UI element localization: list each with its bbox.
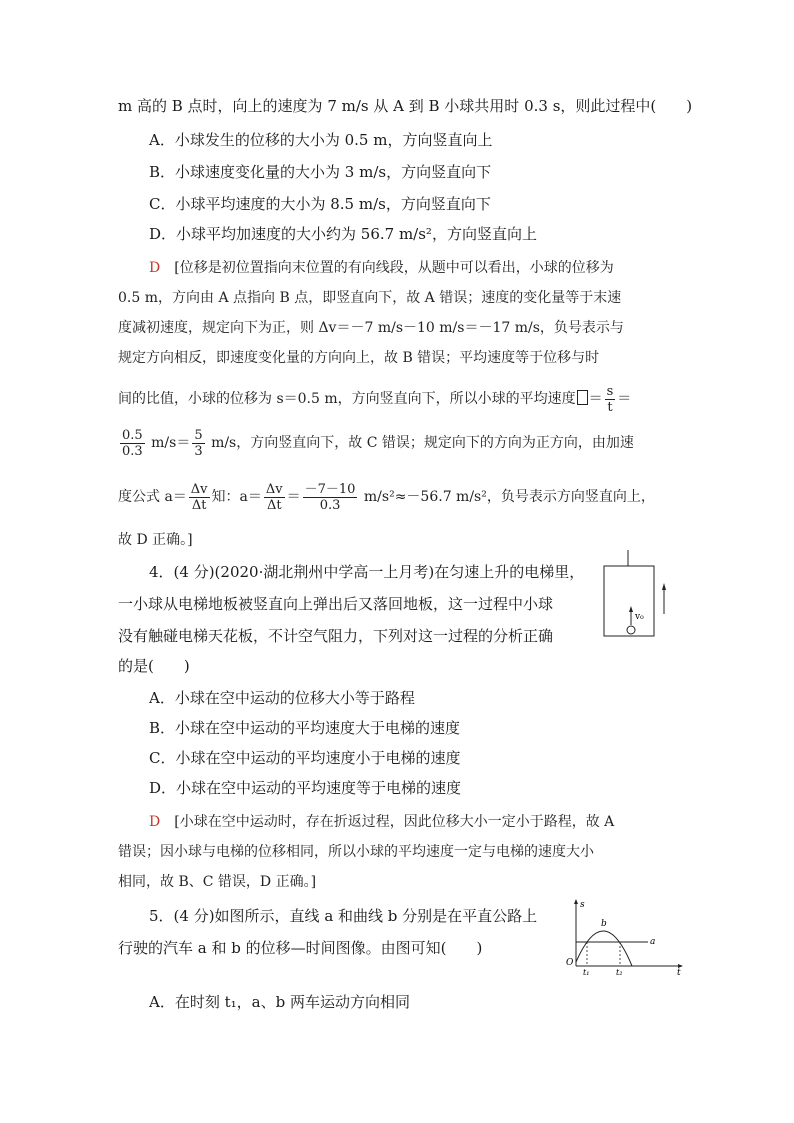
q3-explanation-line-6: [118, 426, 634, 460]
t-axis-label: t: [677, 968, 681, 976]
t2-tick-label: t₂: [616, 968, 623, 976]
curve-b-label: b: [601, 919, 607, 929]
q3-explanation-line-2: 0.5 m，方向由 A 点指向 B 点，即竖直向下，故 A 错误；速度的变化量等于末速: [118, 290, 622, 306]
q4-explanation-line-1: [149, 812, 614, 832]
frac-numerator: －7－10: [304, 481, 356, 497]
q3-option-a: A．小球发生的位移的大小为 0.5 m，方向竖直向上: [149, 131, 493, 149]
q5-stem-line-2: 行驶的汽车 a 和 b 的位移—时间图像。由图可知( ): [118, 939, 483, 957]
frac-denominator: 0.3: [319, 497, 341, 513]
q3-explanation-line-3: 度减初速度，规定向下为正，则 Δv＝－7 m/s－10 m/s＝－17 m/s，负号表示与: [118, 320, 624, 336]
q3-exp5-end: ＝: [617, 391, 632, 407]
q3-explanation-line-8: 故 D 正确。]: [118, 532, 193, 548]
q3-answer-letter: D: [149, 260, 161, 276]
frac-denominator: Δt: [266, 497, 282, 513]
frac-denominator: Δt: [191, 497, 207, 513]
up-arrow-icon: [662, 583, 666, 590]
frac-denominator: t: [607, 399, 613, 415]
line-a-label: a: [650, 937, 656, 947]
q3-exp6-text: m/s，方向竖直向下，故 C 错误；规定向下的方向为正方向，由加速: [211, 435, 634, 451]
q4-answer-letter: D: [149, 814, 161, 830]
origin-label: O: [566, 958, 574, 968]
q3-exp1-text: [位移是初位置指向末位置的有向线段，从题中可以看出，小球的位移为: [174, 260, 614, 276]
fraction-0.5-over-0.3: [120, 428, 145, 459]
q4-stem-line-1: 4．(4 分)(2020·湖北荆州中学高一上月考)在匀速上升的电梯里，: [149, 563, 585, 581]
q3-exp6-unit: m/s＝: [151, 435, 191, 451]
fraction-dv-over-dt-2: [264, 482, 285, 513]
q4-exp1-text: [小球在空中运动时，存在折返过程，因此位移大小一定小于路程，故 A: [174, 814, 615, 830]
frac-numerator: Δv: [190, 481, 208, 497]
q3-explanation-line-5: [118, 382, 631, 416]
velocity-symbol-box: [577, 390, 588, 405]
q3-stem-tail: m 高的 B 点时，向上的速度为 7 m/s 从 A 到 B 小球共用时 0.3 s，则此过程中( ): [118, 97, 693, 115]
q3-option-d: D．小球平均加速度的大小约为 56.7 m/s²，方向竖直向上: [149, 225, 537, 243]
q4-stem-line-3: 没有触碰电梯天花板，不计空气阻力，下列对这一过程的分析正确: [118, 627, 554, 645]
fraction-minus17-over-0.3: [303, 482, 358, 513]
q3-explanation-line-1: [149, 258, 614, 278]
q4-option-a: A．小球在空中运动的位移大小等于路程: [149, 689, 415, 707]
q3-exp7-text-a: 度公式 a＝: [118, 489, 187, 505]
frac-denominator: 3: [194, 443, 203, 459]
q3-exp5-eq: ＝: [588, 391, 603, 407]
q4-explanation-line-3: 相同，故 B、C 错误，D 正确。]: [118, 874, 317, 890]
q3-explanation-line-7: 度公式 a＝ $\frac{\Delta v}{\Delta t}$ 知：a＝ $\frac{\Delta v}{\Delta t}$ ＝ $\frac{-7-10}{0.3}$ m/s²≈－56.7 m/s²，负号表示方向竖直向上，: [118, 481, 655, 513]
q4-option-c: C．小球在空中运动的平均速度小于电梯的速度: [149, 749, 461, 767]
q5-stem-line-1: 5．(4 分)如图所示，直线 a 和曲线 b 分别是在平直公路上: [149, 907, 538, 925]
q4-option-b: B．小球在空中运动的平均速度大于电梯的速度: [149, 719, 461, 737]
position-time-graph: [560, 896, 686, 976]
elevator-figure: [598, 548, 680, 638]
q3-option-b: B．小球速度变化量的大小为 3 m/s，方向竖直向下: [149, 163, 492, 181]
frac-numerator: Δv: [265, 481, 283, 497]
s-axis-label: s: [580, 900, 585, 910]
t1-tick-label: t₁: [583, 968, 590, 976]
q3-exp7-text-b: 知：a＝: [211, 489, 262, 505]
q3-explanation-line-4: 规定方向相反，即速度变化量的方向向上，故 B 错误；平均速度等于位移与时: [118, 350, 600, 366]
fraction-5-over-3: [192, 428, 204, 459]
q4-stem-line-4: 的是( ): [118, 657, 190, 675]
frac-numerator: 0.5: [122, 427, 143, 443]
q4-stem-line-2: 一小球从电梯地板被竖直向上弹出后又落回地板，这一过程中小球: [118, 595, 554, 613]
frac-denominator: 0.3: [122, 443, 143, 459]
q4-explanation-line-2: 错误；因小球与电梯的位移相同，所以小球的平均速度一定与电梯的速度大小: [118, 844, 594, 860]
fraction-dv-over-dt: [189, 482, 210, 513]
fraction-s-over-t: [605, 384, 616, 415]
q3-exp7-text-c: m/s²≈－56.7 m/s²，负号表示方向竖直向上，: [363, 489, 655, 505]
q3-exp5-text: 间的比值，小球的位移为 s＝0.5 m，方向竖直向下，所以小球的平均速度: [118, 391, 576, 407]
q4-option-d: D．小球在空中运动的平均速度等于电梯的速度: [149, 779, 462, 797]
v0-label: v₀: [635, 612, 644, 622]
q3-option-c: C．小球平均速度的大小为 8.5 m/s，方向竖直向下: [149, 195, 491, 213]
curve-b: [576, 931, 632, 966]
frac-numerator: 5: [194, 427, 203, 443]
frac-numerator: s: [606, 383, 614, 399]
q5-option-a: A．在时刻 t₁，a、b 两车运动方向相同: [149, 993, 410, 1011]
